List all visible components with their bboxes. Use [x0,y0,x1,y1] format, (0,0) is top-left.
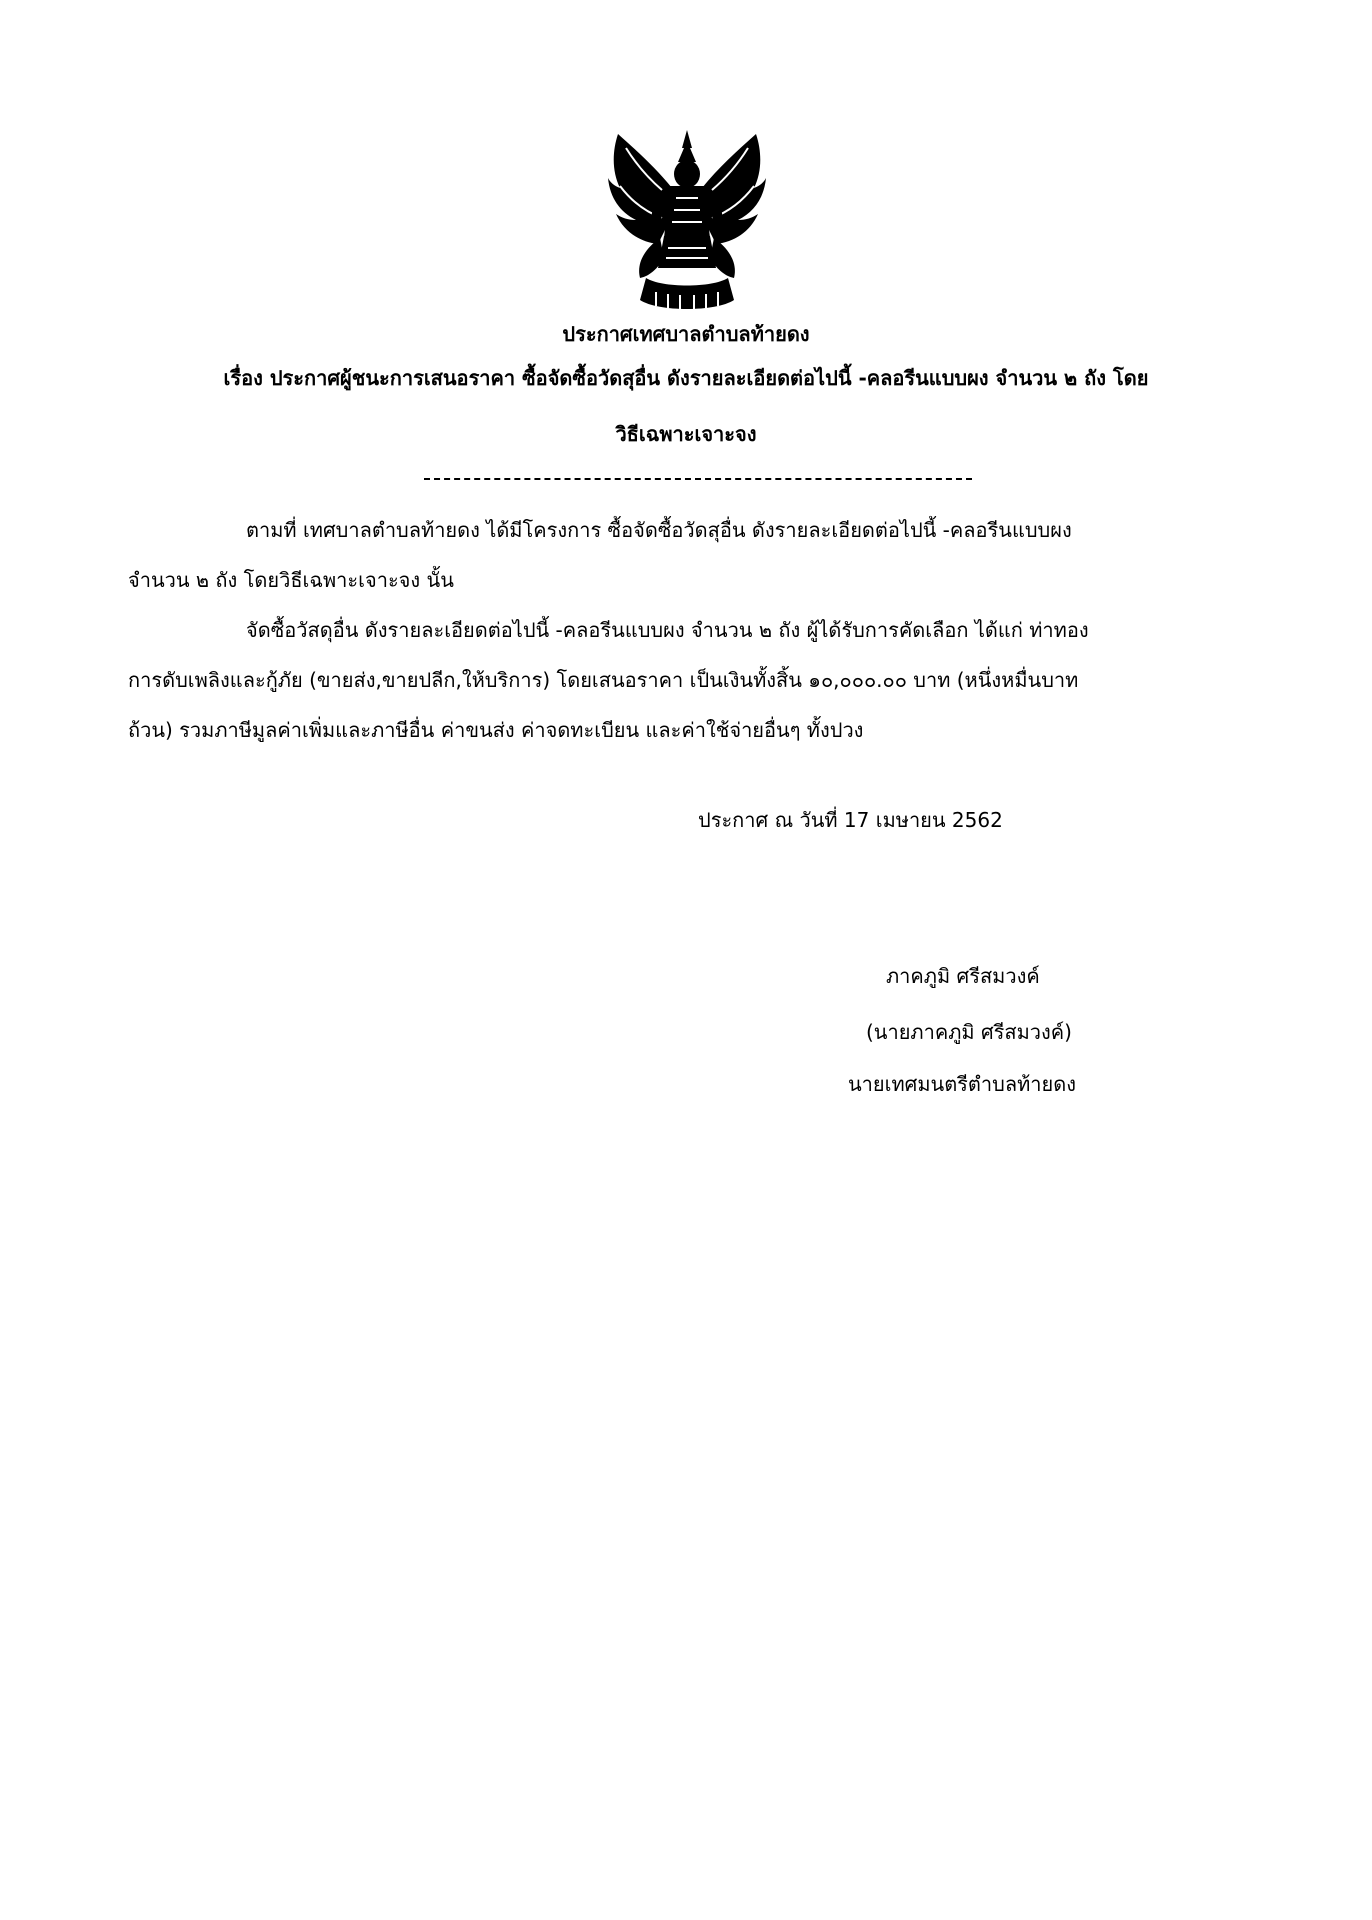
subject-line-1: เรื่อง ประกาศผู้ชนะการเสนอราคา ซื้อจัดซื้อวัดสุอื่น ดังรายละเอียดต่อไปนี้ -คลอรีนแบบผง จำนวน ๒ ถัง โดย [223,366,1149,390]
dashed-separator [424,478,972,480]
paragraph-2-line-1: จัดซื้อวัสดุอื่น ดังรายละเอียดต่อไปนี้ -คลอรีนแบบผง จำนวน ๒ ถัง ผู้ได้รับการคัดเลือก ได้แก่ ท่าทอง [246,618,1089,642]
signatory-printed-name: (นายภาคภูมิ ศรีสมวงค์) [866,1020,1072,1044]
announcement-date: ประกาศ ณ วันที่ 17 เมษายน 2562 [698,808,1003,832]
paragraph-1-line-2: จำนวน ๒ ถัง โดยวิธีเฉพาะเจาะจง นั้น [128,568,454,592]
paragraph-2-line-2: การดับเพลิงและกู้ภัย (ขายส่ง,ขายปลีก,ให้บริการ) โดยเสนอราคา เป็นเงินทั้งสิ้น ๑๐,๐๐๐.๐๐ บาท (หนึ่งหมื่นบาท [128,668,1079,692]
announcement-title: ประกาศเทศบาลตำบลท้ายดง [562,322,810,346]
signatory-position: นายเทศมนตรีตำบลท้ายดง [848,1072,1076,1096]
paragraph-1-line-1: ตามที่ เทศบาลตำบลท้ายดง ได้มีโครงการ ซื้อจัดซื้อวัดสุอื่น ดังรายละเอียดต่อไปนี้ -คลอรีนแบบผง [246,518,1072,542]
garuda-emblem-icon [606,128,768,314]
paragraph-2-line-3: ถ้วน) รวมภาษีมูลค่าเพิ่มและภาษีอื่น ค่าขนส่ง ค่าจดทะเบียน และค่าใช้จ่ายอื่นๆ ทั้งปวง [128,718,864,742]
signature-name: ภาคภูมิ ศรีสมวงค์ [886,964,1040,988]
subject-line-2: วิธีเฉพาะเจาะจง [615,422,757,446]
